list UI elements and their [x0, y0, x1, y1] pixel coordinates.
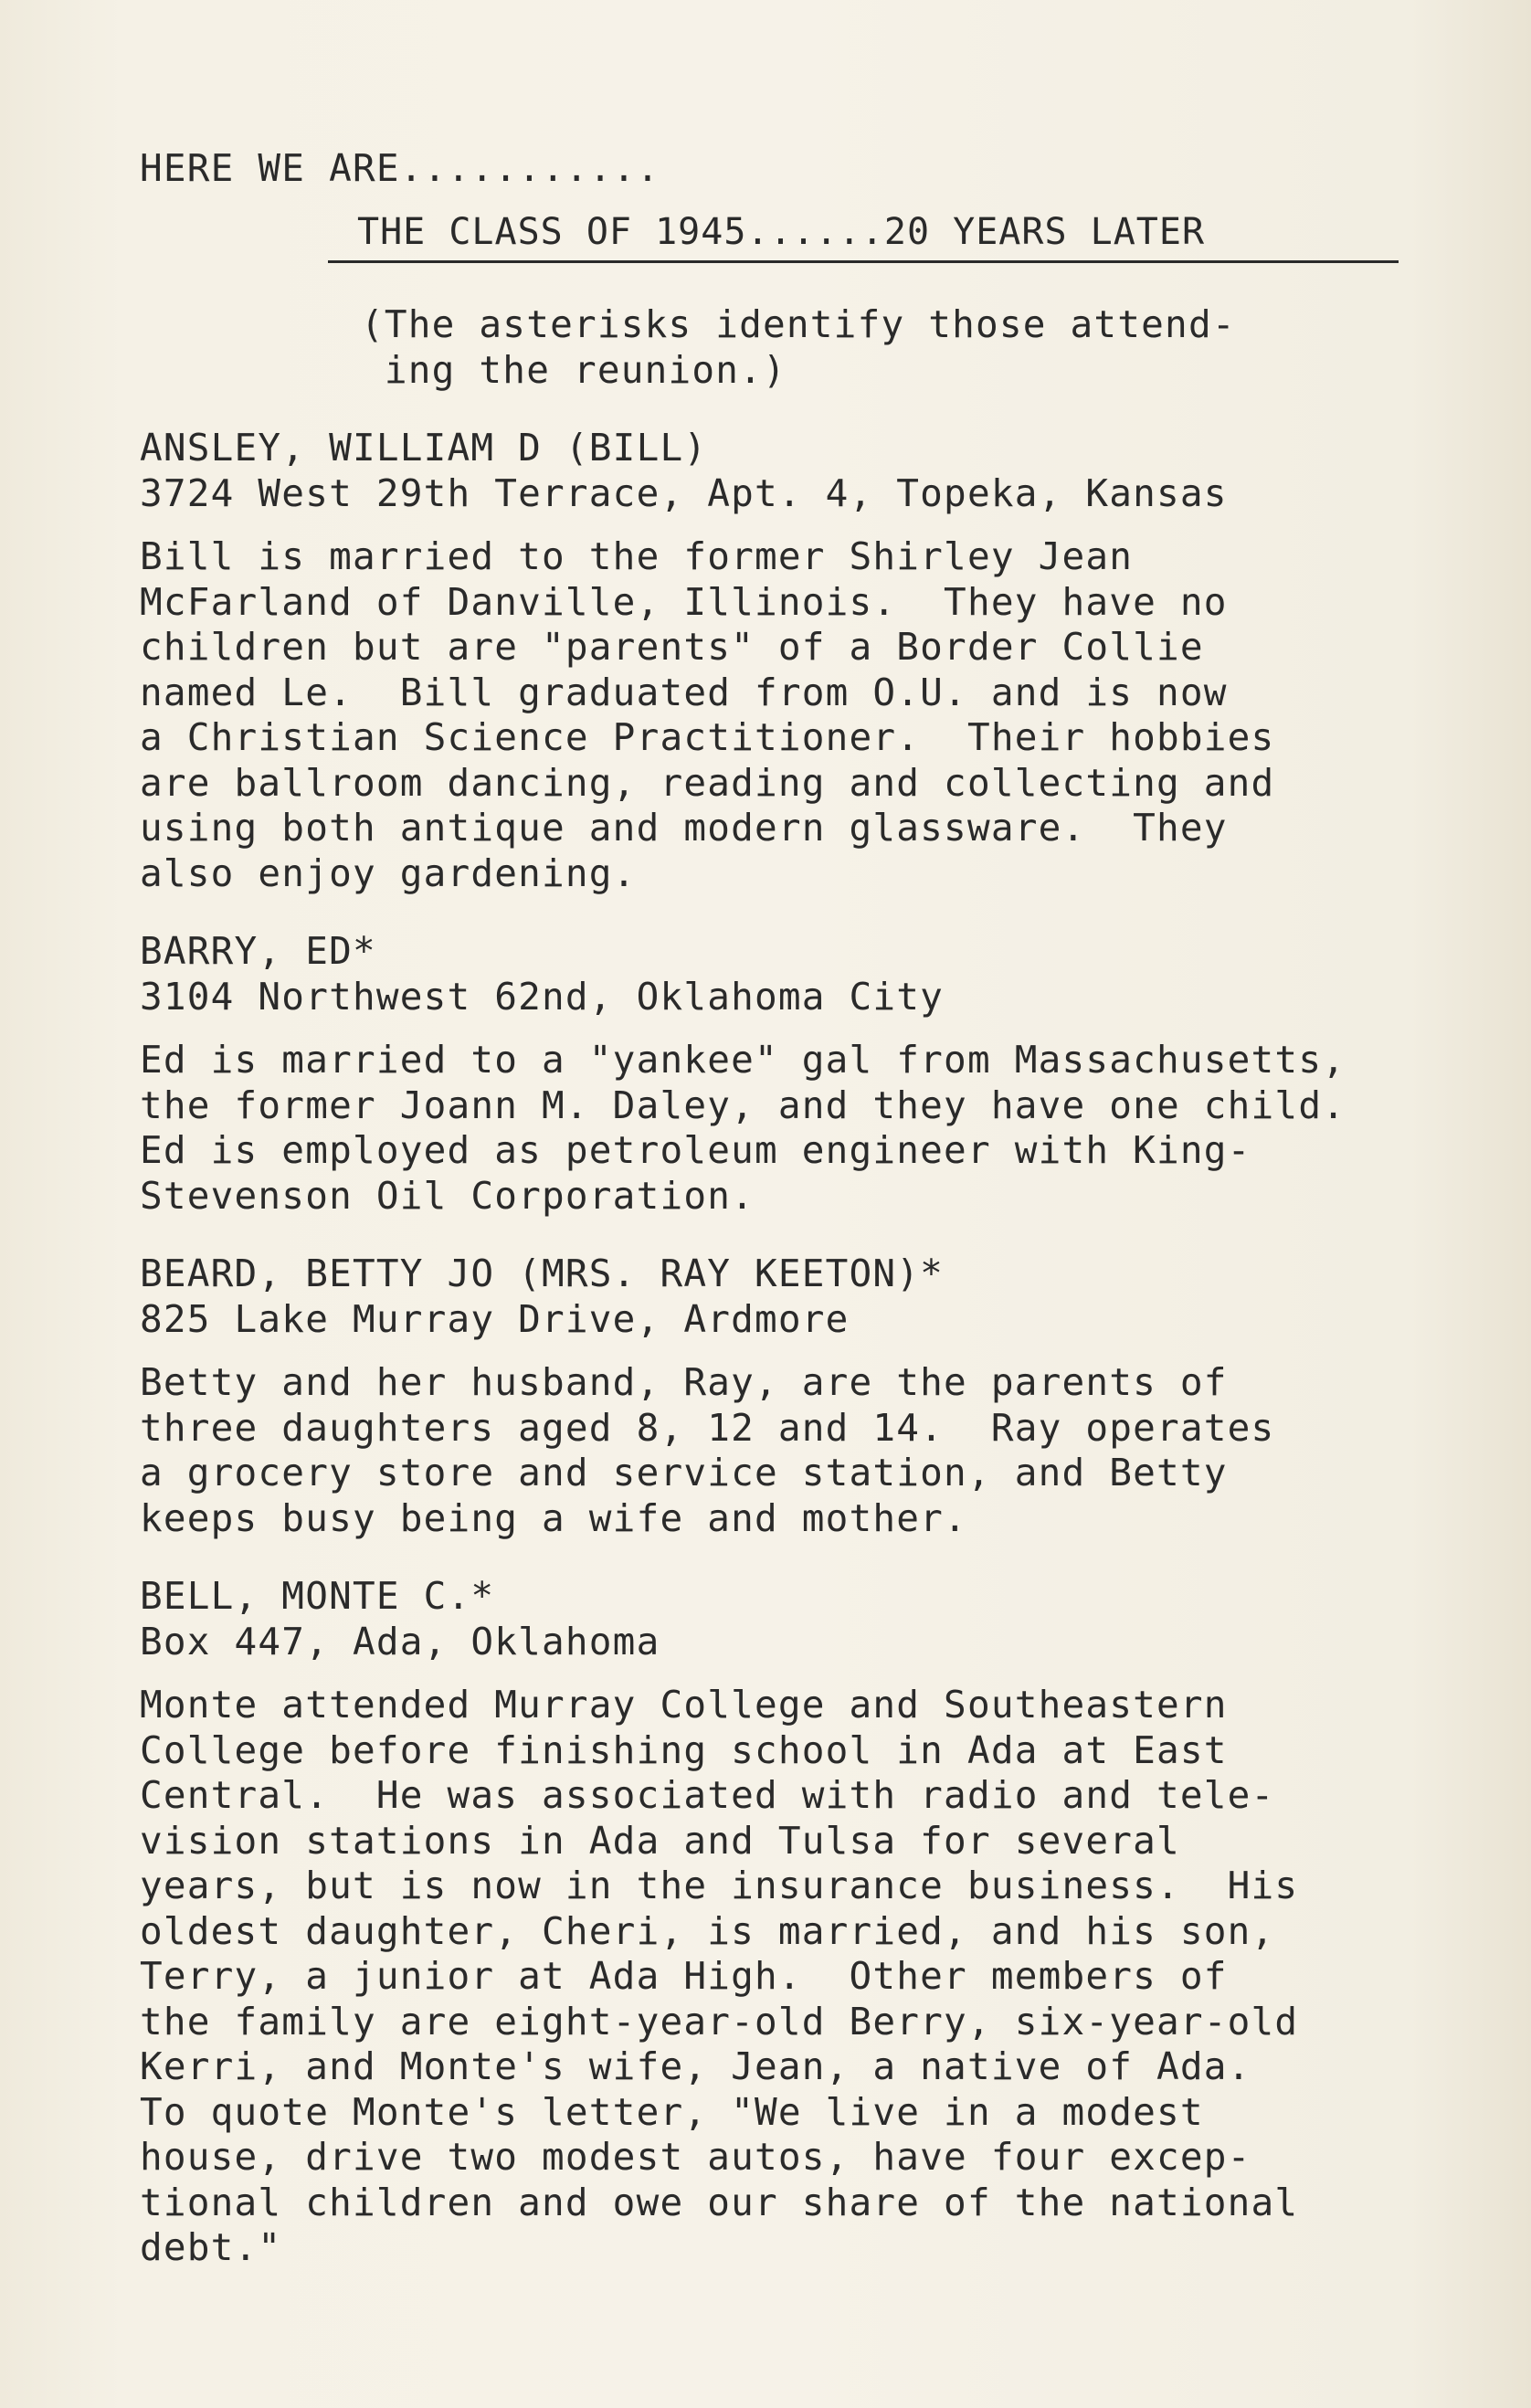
bio-line: also enjoy gardening.	[140, 850, 637, 895]
entry-bio	[140, 534, 1528, 896]
bio-line: Stevenson Oil Corporation.	[140, 1173, 755, 1218]
bio-line: Bill is married to the former Shirley Jean	[140, 534, 1134, 578]
bio-line: McFarland of Danville, Illinois. They have no	[140, 579, 1228, 624]
bio-line: children but are "parents" of a Border Collie	[140, 625, 1204, 669]
bio-line: house, drive two modest autos, have four excep-	[140, 2135, 1251, 2179]
bio-line: Central. He was associated with radio and tele-	[140, 1773, 1275, 1817]
entry-address: 3724 West 29th Terrace, Apt. 4, Topeka, Kansas	[140, 470, 1228, 515]
bio-line: Monte attended Murray College and Southeastern	[140, 1683, 1228, 1727]
bio-line: tional children and owe our share of the national	[140, 2180, 1299, 2224]
bio-line: Ed is married to a "yankee" gal from Massachusetts,	[140, 1038, 1346, 1082]
entry-address: 3104 Northwest 62nd, Oklahoma City	[140, 974, 945, 1019]
entry-address: 825 Lake Murray Drive, Ardmore	[140, 1296, 850, 1341]
entry-name: BARRY, ED*	[140, 929, 376, 973]
entry-bio	[140, 1038, 1528, 1219]
bio-line: keeps busy being a wife and mother.	[140, 1495, 967, 1540]
bio-line: oldest daughter, Cheri, is married, and his son,	[140, 1908, 1275, 1953]
bio-line: named Le. Bill graduated from O.U. and is now	[140, 670, 1228, 714]
page-content	[140, 146, 1528, 2271]
classmate-entry-bell	[140, 1574, 1528, 2271]
note-line: (The asterisks identify those attend-	[361, 302, 1236, 346]
bio-line: To quote Monte's letter, "We live in a modest	[140, 2089, 1204, 2134]
classmate-entry-ansley	[140, 426, 1528, 896]
bio-line: the former Joann M. Daley, and they have one child.	[140, 1083, 1346, 1127]
bio-line: Kerri, and Monte's wife, Jean, a native of Ada.	[140, 2044, 1251, 2088]
entry-name: BEARD, BETTY JO (MRS. RAY KEETON)*	[140, 1252, 945, 1295]
classmate-entry-barry	[140, 929, 1528, 1219]
entry-address: Box 447, Ada, Oklahoma	[140, 1619, 660, 1663]
bio-line: Betty and her husband, Ray, are the parents of	[140, 1360, 1228, 1404]
page-subtitle: THE CLASS OF 1945......20 YEARS LATER	[357, 211, 1206, 253]
bio-line: years, but is now in the insurance business. His	[140, 1864, 1299, 1907]
bio-line: a grocery store and service station, and Betty	[140, 1451, 1228, 1494]
bio-line: using both antique and modern glassware. They	[140, 806, 1228, 850]
bio-line: are ballroom dancing, reading and collecting and	[140, 760, 1275, 805]
bio-line: debt."	[140, 2225, 282, 2269]
subtitle-underline	[328, 260, 1399, 263]
subtitle-block	[138, 210, 1399, 269]
bio-line: a Christian Science Practitioner. Their hobbies	[140, 715, 1275, 759]
bio-line: College before finishing school in Ada at East	[140, 1727, 1228, 1772]
bio-line: vision stations in Ada and Tulsa for several	[140, 1818, 1180, 1863]
bio-line: Ed is employed as petroleum engineer with King-	[140, 1128, 1251, 1172]
page-title: HERE WE ARE...........	[140, 146, 660, 190]
bio-line: the family are eight-year-old Berry, six-year-old	[140, 1999, 1299, 2044]
asterisk-note	[361, 302, 1528, 393]
note-line: ing the reunion.)	[361, 347, 787, 392]
bio-line: Terry, a junior at Ada High. Other members of	[140, 1954, 1228, 1998]
entry-name: ANSLEY, WILLIAM D (BILL)	[140, 426, 708, 470]
entry-name: BELL, MONTE C.*	[140, 1574, 495, 1618]
entry-bio	[140, 1360, 1528, 1541]
bio-line: three daughters aged 8, 12 and 14. Ray operates	[140, 1405, 1275, 1450]
classmate-entry-beard	[140, 1252, 1528, 1541]
entry-bio	[140, 1683, 1528, 2271]
